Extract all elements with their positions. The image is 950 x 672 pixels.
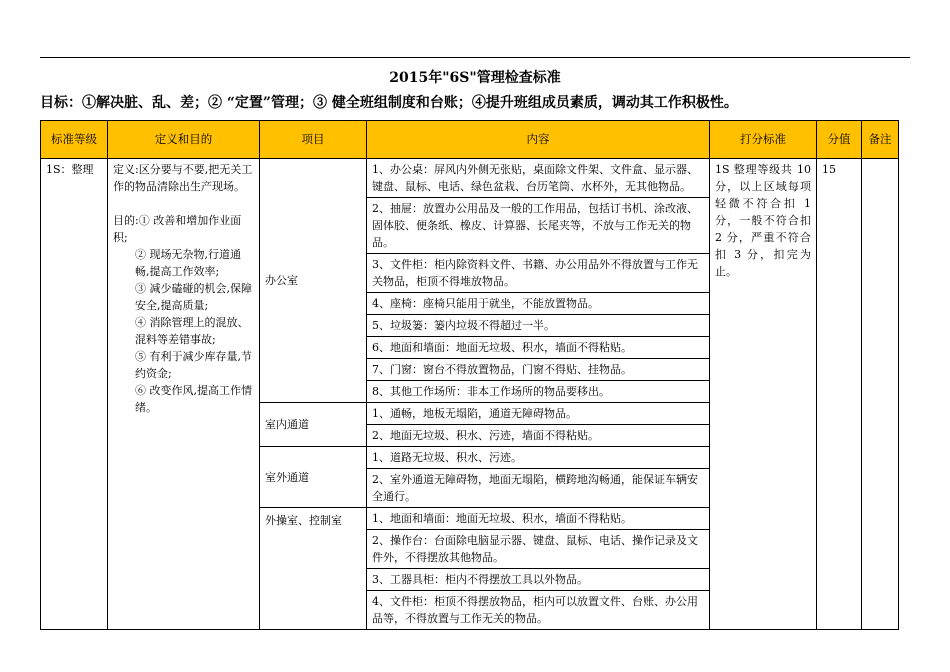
- header-item: 项目: [260, 121, 367, 159]
- purpose-line: 目的:① 改善和增加作业面积;: [113, 214, 242, 244]
- content-cell: 4、座椅：座椅只能用于就坐，不能放置物品。: [367, 293, 710, 315]
- purpose-line: ② 现场无杂物,行道通畅,提高工作效率;: [135, 248, 241, 278]
- content-cell: 1、办公桌：屏风内外侧无张贴，桌面除文件架、文件盒、显示器、键盘、鼠标、电话、绿色盆栽、台历笔筒、水杯外，无其他物品。: [367, 159, 710, 198]
- header-level: 标准等级: [41, 121, 108, 159]
- level-cell: 1S：整理: [41, 159, 108, 630]
- purpose-line: ⑥ 改变作风,提高工作情绪。: [135, 384, 252, 414]
- table-row: [41, 159, 899, 198]
- content-cell: 3、工器具柜：柜内不得摆放工具以外物品。: [367, 569, 710, 591]
- content-cell: 2、地面无垃圾、积水、污迹，墙面不得粘贴。: [367, 425, 710, 447]
- item-control-room: 外操室、控制室: [260, 508, 367, 630]
- content-cell: 5、垃圾篓：篓内垃圾不得超过一半。: [367, 315, 710, 337]
- content-cell: 3、文件柜：柜内除资料文件、书籍、办公用品外不得放置与工作无关物品，柜顶不得堆放物品。: [367, 254, 710, 293]
- purpose-line: ③ 减少磕碰的机会,保障安全,提高质量;: [135, 282, 252, 312]
- item-outdoor-passage: 室外通道: [260, 447, 367, 508]
- content-cell: 2、操作台：台面除电脑显示器、键盘、鼠标、电话、操作记录及文件外，不得摆放其他物品。: [367, 530, 710, 569]
- goal-statement: 目标：①解决脏、乱、差；② “定置”管理；③ 健全班组制度和台账；④提升班组成员素质，调动其工作积极性。: [40, 95, 738, 111]
- definition-spacer: [113, 195, 254, 212]
- item-office: 办公室: [260, 159, 367, 403]
- scoring-cell: 1S 整理等级共 10 分，以上区域每项轻微不符合扣 1 分，一般不符合扣 2 分，严重不符合扣 3 分，扣完为止。: [710, 159, 817, 630]
- content-cell: 1、通畅，地板无塌陷，通道无障碍物品。: [367, 403, 710, 425]
- header-note: 备注: [862, 121, 899, 159]
- content-cell: 2、抽屉：放置办公用品及一般的工作用品，包括订书机、涂改液、固体胶、便条纸、橡皮、计算器、长尾夹等，不放与工作无关的物品。: [367, 198, 710, 254]
- content-cell: 1、道路无垃圾、积水、污迹。: [367, 447, 710, 469]
- content-cell: 6、地面和墙面：地面无垃圾、积水，墙面不得粘贴。: [367, 337, 710, 359]
- content-cell: 7、门窗：窗台不得放置物品，门窗不得贴、挂物品。: [367, 359, 710, 381]
- content-cell: 1、地面和墙面：地面无垃圾、积水，墙面不得粘贴。: [367, 508, 710, 530]
- header-definition: 定义和目的: [108, 121, 260, 159]
- header-score: 分值: [817, 121, 862, 159]
- purpose-line: ④ 消除管理上的混放、混料等差错事故;: [135, 316, 249, 346]
- score-cell: 15: [817, 159, 862, 630]
- definition-cell: [108, 159, 260, 630]
- header-row: [41, 121, 899, 159]
- content-cell: 8、其他工作场所：非本工作场所的物品要移出。: [367, 381, 710, 403]
- item-indoor-passage: 室内通道: [260, 403, 367, 447]
- document-title: 2015年"6S"管理检查标准: [389, 70, 561, 86]
- header-content: 内容: [367, 121, 710, 159]
- content-cell: 4、文件柜：柜顶不得摆放物品，柜内可以放置文件、台账、办公用品等，不得放置与工作无关的物品。: [367, 591, 710, 630]
- standards-table: [40, 120, 899, 630]
- content-cell: 2、室外通道无障碍物，地面无塌陷，横跨地沟畅通，能保证车辆安全通行。: [367, 469, 710, 508]
- header-scoring: 打分标准: [710, 121, 817, 159]
- purpose-line: ⑤ 有利于减少库存量,节约资金;: [135, 350, 252, 380]
- note-cell: [862, 159, 899, 630]
- definition-text: 定义:区分要与不要,把无关工作的物品清除出生产现场。: [113, 163, 253, 193]
